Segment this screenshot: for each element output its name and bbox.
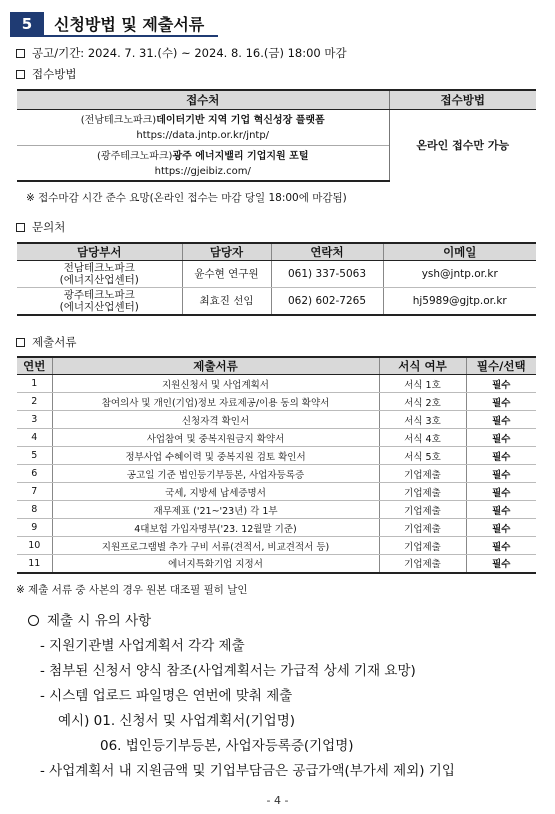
- docs-form: 기업제출: [379, 537, 466, 555]
- docs-row: [17, 501, 536, 519]
- docs-no: 2: [17, 393, 52, 411]
- checkbox-square-icon: [16, 223, 25, 232]
- contact-heading: [16, 219, 65, 235]
- docs-required: 필수: [466, 519, 536, 537]
- contact-heading-text: 문의처: [32, 220, 66, 234]
- docs-no: 1: [17, 375, 52, 393]
- docs-row: [17, 555, 536, 573]
- reception-url[interactable]: https://data.jntp.or.kr/jntp/: [136, 130, 270, 142]
- docs-no: 3: [17, 411, 52, 429]
- docs-header: 제출서류: [52, 357, 379, 375]
- circle-bullet-icon: [28, 615, 39, 626]
- checkbox-square-icon: [16, 49, 25, 58]
- docs-form: 서식 1호: [379, 375, 466, 393]
- contact-email[interactable]: ysh@jntp.or.kr: [383, 261, 536, 288]
- docs-row: [17, 465, 536, 483]
- docs-heading: [16, 334, 76, 350]
- docs-header: 서식 여부: [379, 357, 466, 375]
- docs-required: 필수: [466, 501, 536, 519]
- docs-table: [17, 356, 536, 574]
- docs-no: 8: [17, 501, 52, 519]
- docs-row: [17, 429, 536, 447]
- docs-row: [17, 393, 536, 411]
- docs-row: [17, 411, 536, 429]
- docs-required: 필수: [466, 483, 536, 501]
- caution-item: - 첨부된 신청서 양식 참조(사업계획서는 가급적 상세 기재 요망): [40, 663, 416, 679]
- docs-required: 필수: [466, 555, 536, 573]
- reception-heading-text: 접수방법: [32, 67, 77, 81]
- section-number: 5: [10, 12, 44, 35]
- caution-example: 예시) 01. 신청서 및 사업계획서(기업명): [58, 713, 296, 729]
- reception-table: [17, 89, 536, 182]
- reception-note: ※ 접수마감 시간 준수 요망(온라인 접수는 마감 당일 18:00에 마감됨): [26, 192, 347, 204]
- docs-name: 지원신청서 및 사업계획서: [52, 375, 379, 393]
- contact-header: 담당부서: [17, 243, 182, 261]
- period-line: [16, 45, 347, 61]
- reception-heading: [16, 66, 76, 82]
- caution-item: - 시스템 업로드 파일명은 연번에 맞춰 제출: [40, 688, 293, 704]
- docs-name: 재무제표 ('21~'23년) 각 1부: [52, 501, 379, 519]
- reception-method: 온라인 접수만 가능: [389, 109, 536, 181]
- caution-item: - 사업계획서 내 지원금액 및 기업부담금은 공급가액(부가세 제외) 기입: [40, 763, 455, 779]
- docs-no: 5: [17, 447, 52, 465]
- contact-header: 이메일: [383, 243, 536, 261]
- reception-row-name: (전남테크노파크)데이터기반 지역 기업 혁신성장 플랫폼: [80, 114, 325, 126]
- docs-row: [17, 537, 536, 555]
- period-text: 공고/기간: 2024. 7. 31.(수) ~ 2024. 8. 16.(금) 18:00 마감: [32, 46, 347, 60]
- docs-name: 사업참여 및 중복지원금지 확약서: [52, 429, 379, 447]
- checkbox-square-icon: [16, 338, 25, 347]
- docs-no: 4: [17, 429, 52, 447]
- reception-url[interactable]: https://gjeibiz.com/: [17, 163, 389, 181]
- docs-row: [17, 447, 536, 465]
- docs-no: 10: [17, 537, 52, 555]
- docs-form: 기업제출: [379, 483, 466, 501]
- docs-name: 지원프로그램별 추가 구비 서류(견적서, 비교견적서 등): [52, 537, 379, 555]
- contact-header: 연락처: [271, 243, 383, 261]
- reception-row-name: (광주테크노파크)광주 에너지밸리 기업지원 포털: [17, 145, 389, 163]
- docs-no: 7: [17, 483, 52, 501]
- docs-name: 4대보험 가입자명부('23. 12월말 기준): [52, 519, 379, 537]
- docs-form: 서식 3호: [379, 411, 466, 429]
- docs-form: 서식 5호: [379, 447, 466, 465]
- docs-form: 서식 4호: [379, 429, 466, 447]
- docs-row: [17, 519, 536, 537]
- caution-example: 06. 법인등기부등본, 사업자등록증(기업명): [100, 738, 354, 754]
- docs-name: 참여의사 및 개인(기업)정보 자료제공/이용 동의 확약서: [52, 393, 379, 411]
- docs-required: 필수: [466, 537, 536, 555]
- docs-required: 필수: [466, 393, 536, 411]
- contact-dept: 전남테크노파크 (에너지산업센터): [17, 261, 182, 288]
- checkbox-square-icon: [16, 70, 25, 79]
- docs-form: 기업제출: [379, 519, 466, 537]
- contact-phone: 062) 602-7265: [271, 288, 383, 315]
- docs-name: 국세, 지방세 납세증명서: [52, 483, 379, 501]
- section-header: [10, 12, 218, 37]
- docs-header: 필수/선택: [466, 357, 536, 375]
- docs-form: 기업제출: [379, 555, 466, 573]
- contact-dept: 광주테크노파크 (에너지산업센터): [17, 288, 182, 315]
- docs-row: [17, 483, 536, 501]
- docs-required: 필수: [466, 375, 536, 393]
- docs-name: 정부사업 수혜이력 및 중복지원 검토 확인서: [52, 447, 379, 465]
- docs-required: 필수: [466, 465, 536, 483]
- docs-no: 9: [17, 519, 52, 537]
- caution-title: [28, 609, 151, 629]
- contact-person: 최효진 선임: [182, 288, 271, 315]
- section-title: 신청방법 및 제출서류: [54, 15, 205, 34]
- docs-form: 기업제출: [379, 465, 466, 483]
- caution-item: - 지원기관별 사업계획서 각각 제출: [40, 638, 245, 654]
- page-number: - 4 -: [266, 794, 289, 807]
- docs-name: 에너지특화기업 지정서: [52, 555, 379, 573]
- reception-header-place: 접수처: [17, 90, 389, 109]
- docs-no: 6: [17, 465, 52, 483]
- docs-row: [17, 375, 536, 393]
- docs-name: 신청자격 확인서: [52, 411, 379, 429]
- docs-no: 11: [17, 555, 52, 573]
- docs-heading-text: 제출서류: [32, 335, 77, 349]
- reception-header-method: 접수방법: [389, 90, 536, 109]
- contact-email[interactable]: hj5989@gjtp.or.kr: [383, 288, 536, 315]
- docs-name: 공고일 기준 법인등기부등본, 사업자등록증: [52, 465, 379, 483]
- caution-title-text: 제출 시 유의 사항: [47, 613, 152, 629]
- contact-person: 윤수현 연구원: [182, 261, 271, 288]
- docs-required: 필수: [466, 429, 536, 447]
- contact-table: [17, 242, 536, 316]
- contact-phone: 061) 337-5063: [271, 261, 383, 288]
- docs-header: 연번: [17, 357, 52, 375]
- docs-required: 필수: [466, 447, 536, 465]
- docs-required: 필수: [466, 411, 536, 429]
- docs-note: ※ 제출 서류 중 사본의 경우 원본 대조필 필히 날인: [16, 584, 248, 596]
- docs-form: 기업제출: [379, 501, 466, 519]
- contact-header: 담당자: [182, 243, 271, 261]
- docs-form: 서식 2호: [379, 393, 466, 411]
